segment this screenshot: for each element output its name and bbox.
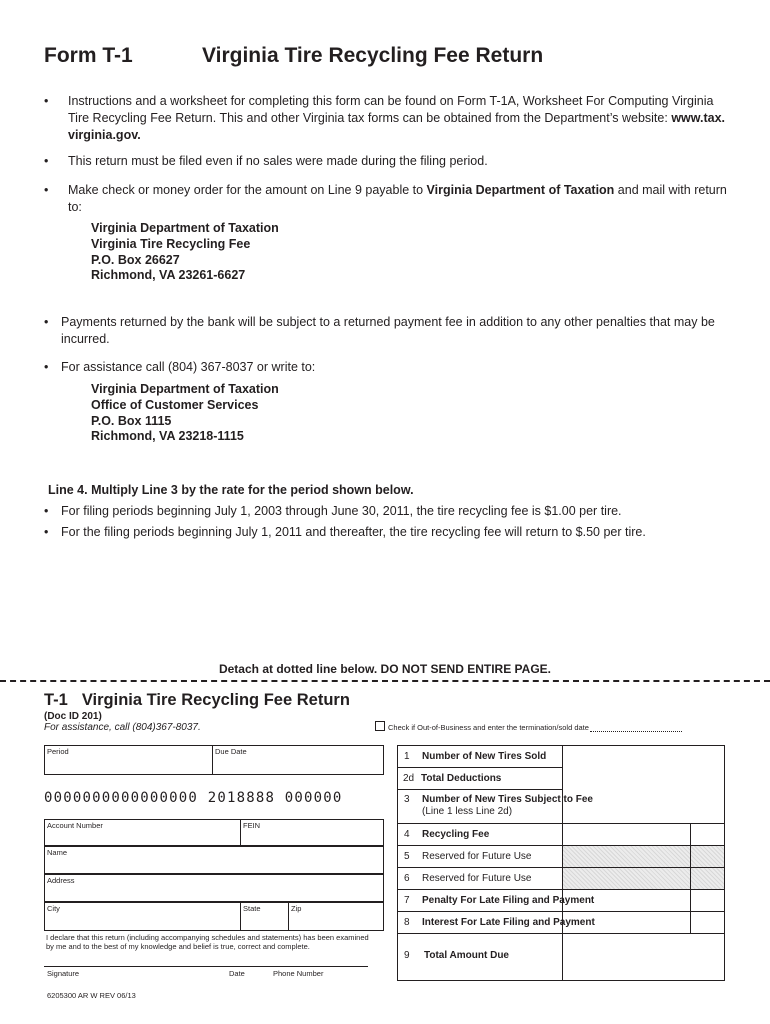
name-label: Name: [47, 848, 68, 857]
line-3-sublabel: (Line 1 less Line 2d): [422, 806, 513, 817]
line-6-number: 6: [404, 873, 410, 884]
fein-field[interactable]: [242, 830, 382, 845]
line4-bullet-2: • For the filing periods beginning July 1, 2011 and thereafter, the tire recycling fee will return to $.50 per tire.: [44, 525, 646, 539]
phone-label: Phone Number: [273, 969, 324, 978]
line-2d-field[interactable]: [563, 768, 724, 789]
line-8-label: Interest For Late Filing and Payment: [422, 917, 595, 928]
signature-line: [44, 966, 368, 967]
date-label: Date: [229, 969, 245, 978]
mailing-address: Virginia Department of Taxation Virginia Tire Recycling Fee P.O. Box 26627 Richmond, VA 23261-6627: [91, 221, 279, 283]
line-8-number: 8: [404, 917, 410, 928]
city-field[interactable]: [46, 913, 238, 930]
line-3-field[interactable]: [563, 790, 724, 823]
form-number: Form T-1: [44, 44, 133, 67]
line-2d-number: 2d: [403, 773, 415, 784]
line-6-label: Reserved for Future Use: [422, 873, 532, 884]
line-3-number: 3: [404, 794, 410, 805]
line-1-field[interactable]: [563, 746, 724, 767]
due-date-field[interactable]: [214, 749, 382, 773]
line-7-field[interactable]: [563, 890, 724, 911]
line-5-label: Reserved for Future Use: [422, 851, 532, 862]
account-divider: [240, 819, 241, 846]
detach-notice: Detach at dotted line below. DO NOT SEND ENTIRE PAGE.: [218, 662, 552, 676]
instruction-bullet-4: • Payments returned by the bank will be subject to a returned payment fee in addition to any other penalties that may be incurred.: [44, 315, 715, 346]
account-number-field[interactable]: [46, 830, 238, 845]
form-title: Virginia Tire Recycling Fee Return: [202, 44, 544, 67]
address-label: Address: [47, 876, 75, 885]
row-sep: [397, 767, 562, 768]
line-9-label: Total Amount Due: [424, 950, 509, 961]
line-5-number: 5: [404, 851, 410, 862]
period-divider: [212, 745, 213, 775]
out-of-business-label: Check if Out-of-Business and enter the termination/sold date: [388, 723, 589, 732]
city-label: City: [47, 904, 60, 913]
termination-date-field[interactable]: [590, 731, 682, 732]
instruction-bullet-5: • For assistance call (804) 367-8037 or write to:: [44, 360, 316, 374]
line-9-number: 9: [404, 950, 410, 961]
website-link-part2[interactable]: virginia.gov.: [68, 128, 141, 142]
declaration-line-1: I declare that this return (including accompanying schedules and statements) has been examined: [46, 933, 369, 942]
line-1-number: 1: [404, 751, 410, 762]
voucher-title: T-1 Virginia Tire Recycling Fee Return: [44, 691, 350, 709]
fein-label: FEIN: [243, 821, 261, 830]
row-sep: [397, 789, 562, 790]
city-divider: [240, 902, 241, 931]
zip-label: Zip: [291, 904, 302, 913]
out-of-business-checkbox[interactable]: [375, 721, 385, 731]
period-field[interactable]: [46, 749, 211, 773]
line-1-label: Number of New Tires Sold: [422, 751, 547, 762]
name-box[interactable]: [44, 846, 384, 874]
address-box[interactable]: [44, 874, 384, 902]
instruction-bullet-1: • Instructions and a worksheet for completing this form can be found on Form T-1A, Worksheet For Computing Virginia Tire Recycling Fee Return. This and other Virginia tax forms can be obtained from the Department’s website: www.tax. virginia.gov.: [44, 94, 726, 142]
detach-line: [0, 680, 770, 682]
instruction-bullet-2: • This return must be filed even if no sales were made during the filing period.: [44, 154, 488, 168]
line4-bullet-1: • For filing periods beginning July 1, 2003 through June 30, 2011, the tire recycling fee is $1.00 per tire.: [44, 504, 622, 518]
account-number-label: Account Number: [47, 821, 103, 830]
due-date-label: Due Date: [215, 747, 247, 756]
state-label: State: [243, 904, 261, 913]
period-label: Period: [47, 747, 69, 756]
voucher-assist: For assistance, call (804)367-8037.: [44, 722, 201, 733]
line-3-label: Number of New Tires Subject to Fee: [422, 794, 593, 805]
zip-field[interactable]: [290, 913, 382, 930]
row-sep: [562, 867, 725, 868]
declaration-line-2: by me and to the best of my knowledge and belief is true, correct and complete.: [46, 942, 310, 951]
signature-field[interactable]: [46, 948, 368, 965]
line-7-label: Penalty For Late Filing and Payment: [422, 895, 595, 906]
instruction-bullet-3: • Make check or money order for the amount on Line 9 payable to Virginia Department of Taxation and mail with return to:: [44, 183, 727, 214]
state-field[interactable]: [242, 913, 286, 930]
state-divider: [288, 902, 289, 931]
doc-id: (Doc ID 201): [44, 711, 102, 722]
line4-heading: Line 4. Multiply Line 3 by the rate for the period shown below.: [48, 483, 414, 497]
assistance-address: Virginia Department of Taxation Office of Customer Services P.O. Box 1115 Richmond, VA 23218-1115: [91, 382, 279, 444]
scan-line: 0000000000000000 2018888 000000: [44, 790, 343, 806]
form-code: 6205300 AR W REV 06/13: [47, 991, 136, 1000]
line-8-field[interactable]: [563, 912, 724, 933]
line-4-label: Recycling Fee: [422, 829, 490, 840]
signature-label: Signature: [47, 969, 80, 978]
line-2d-label: Total Deductions: [421, 773, 502, 784]
website-link-part1[interactable]: www.tax.: [671, 111, 726, 125]
line-9-field[interactable]: [563, 934, 724, 980]
line-4-number: 4: [404, 829, 410, 840]
line-4-field[interactable]: [563, 824, 724, 845]
line-7-number: 7: [404, 895, 410, 906]
